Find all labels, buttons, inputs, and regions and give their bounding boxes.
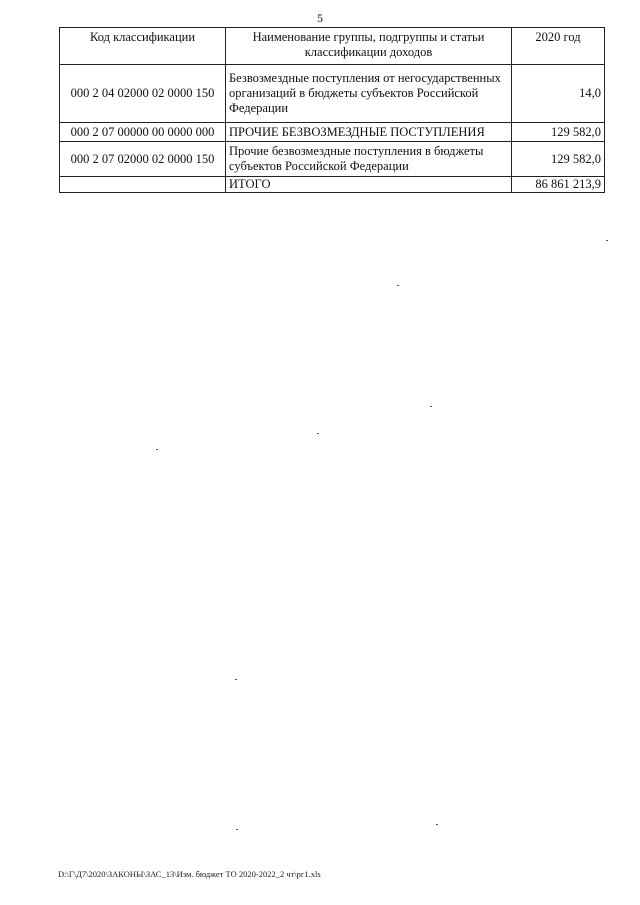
scan-speck xyxy=(236,829,238,830)
row-amount: 129 582,0 xyxy=(512,142,605,177)
row-name: ПРОЧИЕ БЕЗВОЗМЕЗДНЫЕ ПОСТУПЛЕНИЯ xyxy=(226,123,512,142)
page-number: 5 xyxy=(317,11,323,25)
revenue-table xyxy=(59,27,605,193)
scan-speck xyxy=(430,406,432,407)
scan-speck xyxy=(235,679,237,680)
row-code: 000 2 04 02000 02 0000 150 xyxy=(60,65,226,123)
row-amount: 14,0 xyxy=(512,65,605,123)
scan-speck xyxy=(397,285,399,286)
table-header-row xyxy=(60,28,605,65)
total-code xyxy=(60,177,226,193)
footer-file-path: D:\Г\Д7\2020\ЗАКОНЫ\ЗАС_13\Изм. бюджет ТО 2020-2022_2 чт\рг1.xls xyxy=(58,869,321,879)
row-amount: 129 582,0 xyxy=(512,123,605,142)
scan-speck xyxy=(317,433,319,434)
header-name: Наименование группы, подгруппы и статьи классификации доходов xyxy=(226,28,512,65)
scan-speck xyxy=(606,240,608,241)
scan-speck xyxy=(436,824,438,825)
header-code: Код классификации xyxy=(60,28,226,65)
table-row xyxy=(60,65,605,123)
row-name: Безвозмездные поступления от негосударственных организаций в бюджеты субъектов Российской Федерации xyxy=(226,65,512,123)
table-row xyxy=(60,123,605,142)
total-label: ИТОГО xyxy=(226,177,512,193)
table-total-row xyxy=(60,177,605,193)
table-row xyxy=(60,142,605,177)
row-code: 000 2 07 00000 00 0000 000 xyxy=(60,123,226,142)
header-year: 2020 год xyxy=(512,28,605,65)
scan-speck xyxy=(156,449,158,450)
row-name: Прочие безвозмездные поступления в бюджеты субъектов Российской Федерации xyxy=(226,142,512,177)
total-amount: 86 861 213,9 xyxy=(512,177,605,193)
row-code: 000 2 07 02000 02 0000 150 xyxy=(60,142,226,177)
